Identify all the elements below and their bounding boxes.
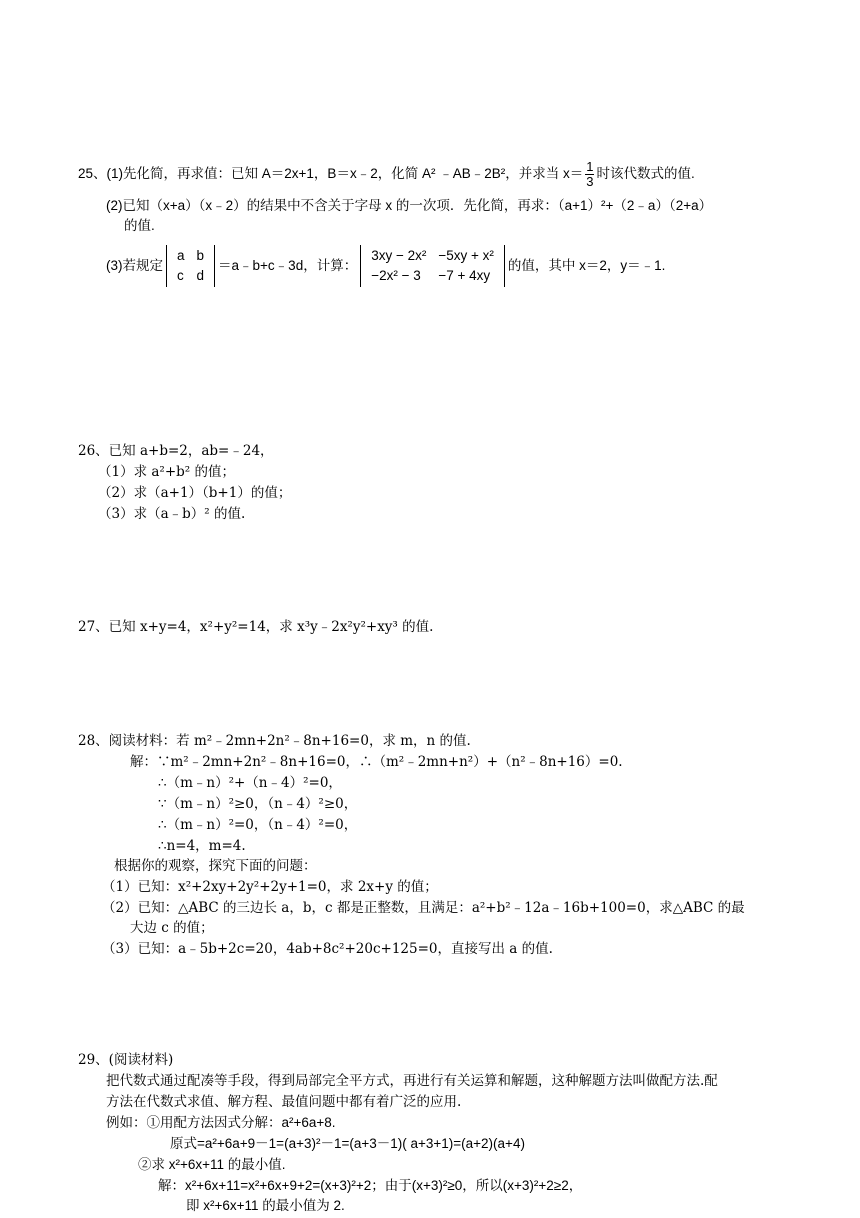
q28-observe: 根据你的观察，探究下面的问题： (114, 858, 317, 874)
q28-item-3: （3）已知：a﹣5b+2c=20，4ab+8c²+20c+125=0，直接写出 a 的值. (102, 941, 553, 957)
q25-line1 (78, 160, 695, 189)
det2-c: −2x² − 3 (371, 268, 421, 284)
q26-item-1: （1）求 a²+b² 的值； (98, 464, 235, 480)
q25-number: 25、 (78, 166, 107, 182)
fraction-one-third (585, 160, 594, 189)
q26-item-2: （2）求（a+1）（b+1）的值； (98, 485, 292, 501)
det1-a: a (177, 248, 185, 264)
determinant-definition (166, 245, 215, 287)
q28-item-1: （1）已知：x²+2xy+2y²+2y+1=0，求 2x+y 的值； (102, 879, 438, 895)
q28-sol-5: ∴n=4，m=4. (158, 838, 246, 854)
q25-p3-c: 的值，其中 x＝2，y＝﹣1. (507, 258, 666, 273)
det2-d: −7 + 4xy (438, 268, 491, 284)
fraction-numerator: 1 (586, 159, 594, 174)
q28-item-2: （2）已知：△ABC 的三边长 a，b，c 都是正整数，且满足：a²+b²﹣12a﹣16b+100=0，求△ABC 的最 (102, 900, 745, 916)
q26-head: 26、已知 a+b=2，ab=﹣24， (78, 443, 274, 459)
q25-p1-b: A＝2x+1，B＝x﹣2，化简 A² ﹣AB﹣2B²，并求当 x＝ (261, 166, 584, 182)
q25-p1-a: (1)先化简，再求值：已知 (106, 166, 262, 182)
q29-example-1-solution: 原式=a²+6a+9－1=(a+3)²－1=(a+3－1)( a+3+1)=(a+2)(a+4) (170, 1136, 525, 1151)
fraction-denominator: 3 (586, 174, 594, 189)
det2-b: −5xy + x² (438, 248, 494, 264)
q28-head: 28、阅读材料：若 m²﹣2mn+2n²﹣8n+16=0，求 m，n 的值. (78, 733, 471, 749)
q26-item-3: （3）求（a﹣b）² 的值. (98, 506, 246, 522)
q25-p3 (106, 244, 665, 288)
q25-p1-c: 时该代数式的值. (596, 166, 695, 182)
q25-p2-line2: 的值. (124, 218, 155, 233)
q25-p3-b: ＝a﹣b+c﹣3d，计算： (218, 258, 358, 273)
q28-sol-4: ∴（m﹣n）²=0，（n﹣4）²=0， (158, 817, 358, 833)
q29-para-2: 方法在代数式求值、解方程、最值问题中都有着广泛的应用. (106, 1094, 462, 1110)
q28-item-2-cont: 大边 c 的值； (130, 920, 214, 936)
q29-example-2-solution: 解：x²+6x+11=x²+6x+9+2=(x+3)²+2；由于(x+3)²≥0，所以(x+3)²+2≥2， (158, 1178, 583, 1193)
q29-example-2-end: 即 x²+6x+11 的最小值为 2. (186, 1198, 345, 1213)
det1-d: d (196, 268, 205, 284)
determinant-compute (360, 245, 505, 287)
q29-example-2: ②求 x²+6x+11 的最小值. (138, 1157, 286, 1172)
q29-head: 29、(阅读材料) (78, 1052, 174, 1068)
q29-example-1: 例如：①用配方法因式分解：a²+6a+8. (106, 1115, 336, 1130)
det1-c: c (177, 268, 184, 284)
q25-p2-line1: (2)已知（x+a）（x﹣2）的结果中不含关于字母 x 的一次项．先化简，再求：（a+1）²+（2﹣a）（2+a） (106, 198, 713, 213)
det2-a: 3xy − 2x² (371, 248, 427, 264)
det1-b: b (196, 248, 205, 264)
q27-text: 27、已知 x+y=4，x²+y²=14，求 x³y﹣2x²y²+xy³ 的值. (78, 619, 434, 635)
q29-para-1: 把代数式通过配凑等手段，得到局部完全平方式，再进行有关运算和解题，这种解题方法叫做配方法.配 (106, 1073, 718, 1089)
q25-p3-a: (3)若规定 (106, 258, 163, 273)
q28-sol-3: ∵（m﹣n）²≥0，（n﹣4）²≥0， (158, 796, 358, 812)
q28-sol-2: ∴（m﹣n）²+（n﹣4）²=0， (158, 775, 342, 791)
q28-sol-1: 解：∵m²﹣2mn+2n²﹣8n+16=0，∴（m²﹣2mn+n²）+（n²﹣8n+16）=0. (130, 754, 623, 770)
